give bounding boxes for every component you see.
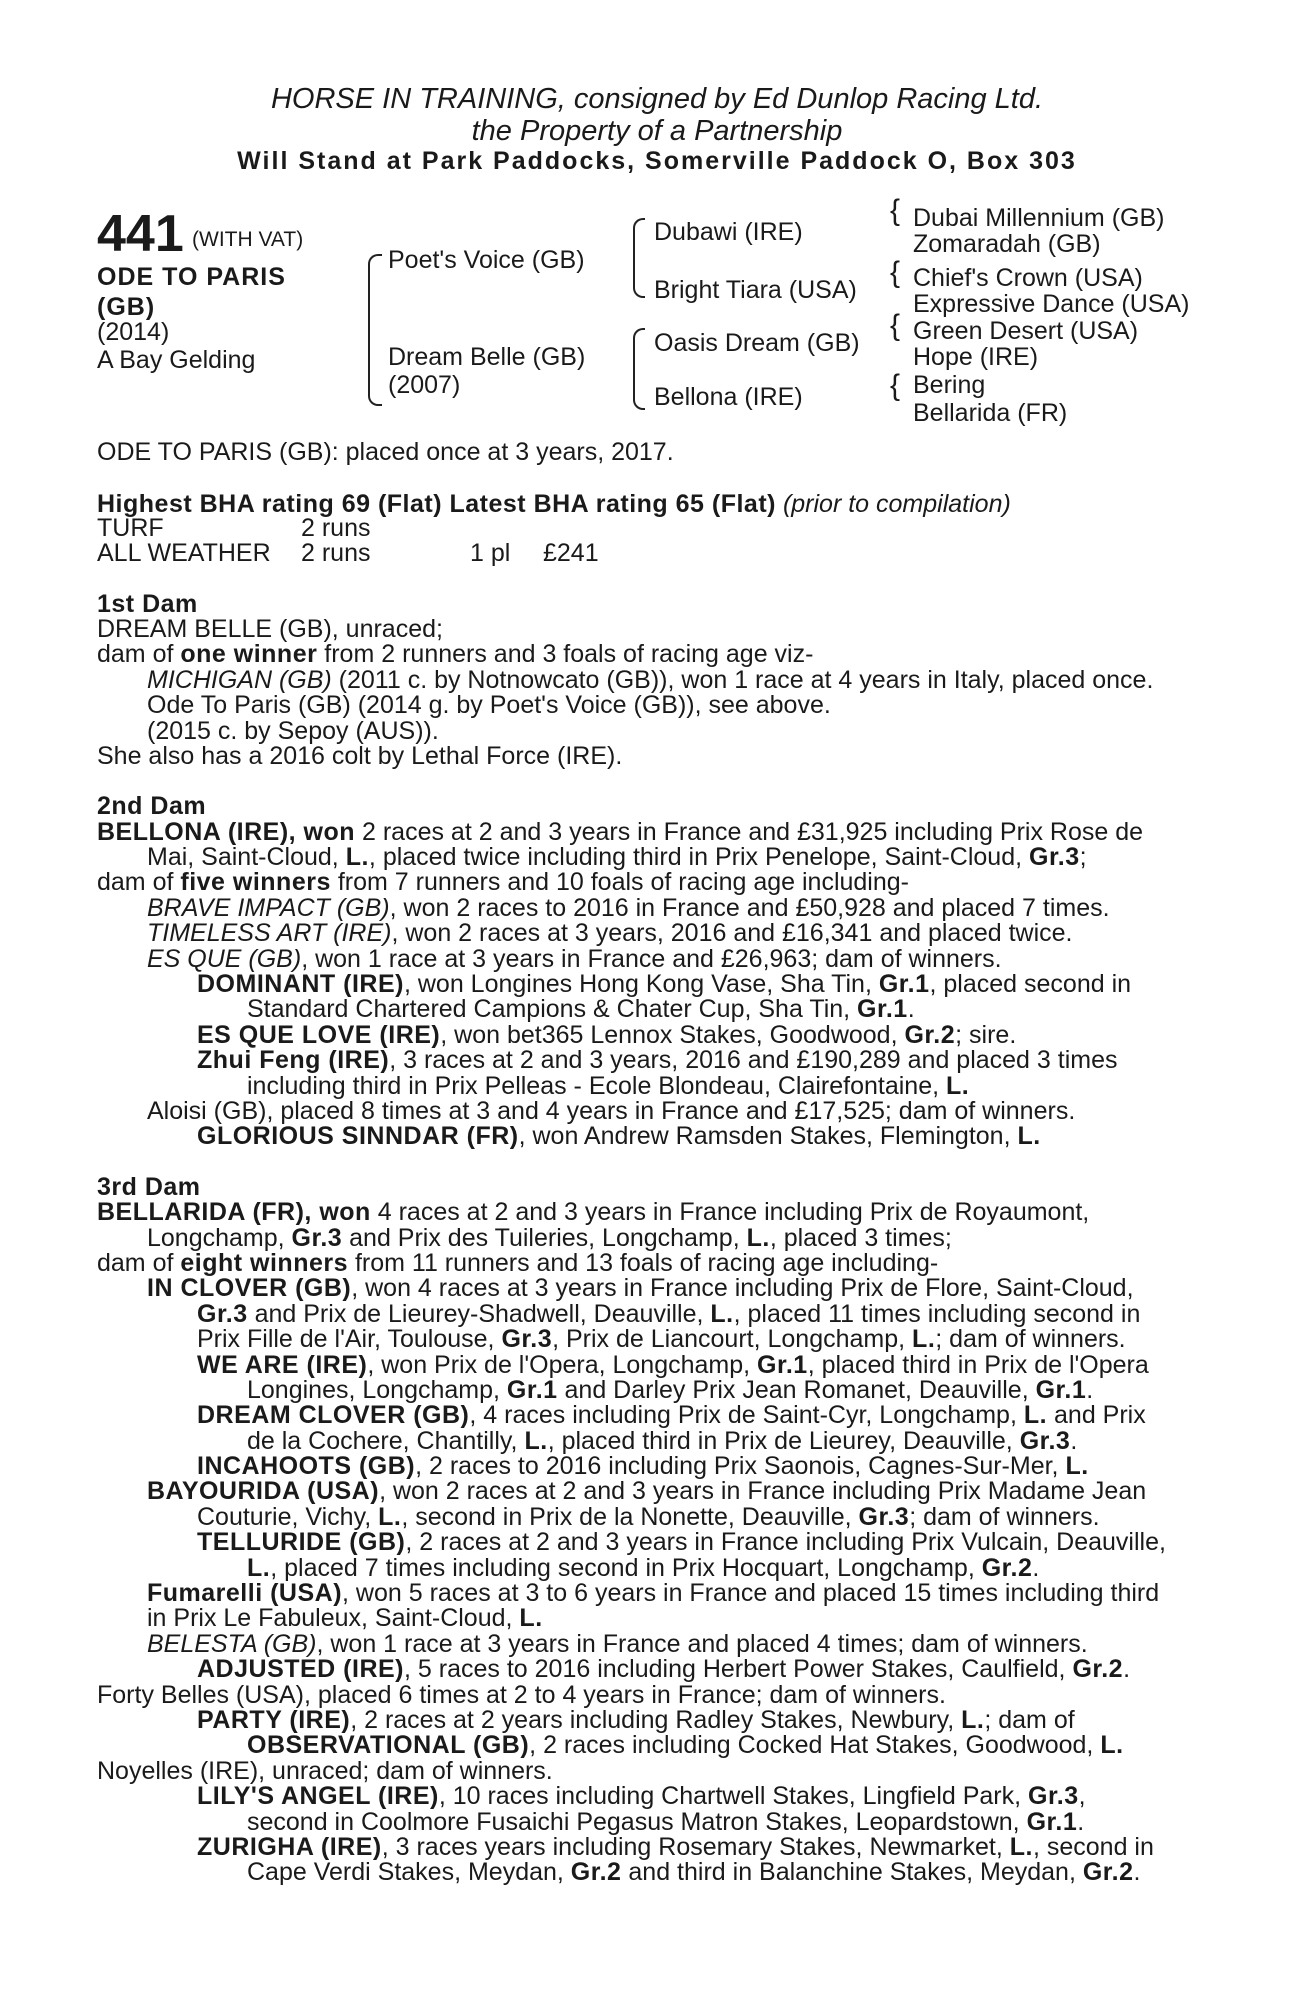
- third-dam-line: BELESTA (GB), won 1 race at 3 years in France and placed 4 times; dam of winners.: [147, 1629, 1088, 1658]
- catalogue-body: [97, 440, 1217, 1886]
- foaling-year: (2014): [97, 318, 170, 346]
- third-dam-line: Forty Belles (USA), placed 6 times at 2 to 4 years in France; dam of winners.: [97, 1680, 946, 1709]
- second-dam-line: BRAVE IMPACT (GB), won 2 races to 2016 in France and £50,928 and placed 7 times.: [147, 893, 1110, 922]
- third-dam-heading: 3rd Dam: [97, 1172, 201, 1201]
- third-dam-line: BELLARIDA (FR), won 4 races at 2 and 3 years in France including Prix de Royaumont,: [97, 1198, 1090, 1227]
- horse-name: [97, 262, 286, 322]
- third-dam-line: in Prix Le Fabuleux, Saint-Cloud, L.: [147, 1604, 543, 1633]
- third-dam-line: ZURIGHA (IRE), 3 races years including Rosemary Stakes, Newmarket, L., second in: [197, 1832, 1154, 1861]
- second-dam-line: BELLONA (IRE), won 2 races at 2 and 3 years in France and £31,925 including Prix Rose de: [97, 817, 1144, 846]
- third-dam-line: dam of eight winners from 11 runners and 13 foals of racing age including-: [97, 1248, 939, 1277]
- second-dam-line: including third in Prix Pelleas - Ecole Blondeau, Clairefontaine, L.: [247, 1071, 970, 1100]
- third-dam-line: Prix Fille de l'Air, Toulouse, Gr.3, Prix de Liancourt, Longchamp, L.; dam of winners.: [197, 1325, 1126, 1354]
- brace-3c: {: [890, 309, 901, 342]
- third-dam-line: Cape Verdi Stakes, Meydan, Gr.2 and third in Balanchine Stakes, Meydan, Gr.2.: [247, 1858, 1141, 1887]
- sire-dam-dam: Expressive Dance (USA): [913, 290, 1190, 318]
- dam-dam-dam: Bellarida (FR): [913, 399, 1068, 427]
- third-dam-line: Fumarelli (USA), won 5 races at 3 to 6 years in France and placed 15 times including third: [147, 1579, 1160, 1608]
- sire-dam: Bright Tiara (USA): [654, 276, 857, 304]
- consignor-line: HORSE IN TRAINING, consigned by Ed Dunlop Racing Ltd.: [270, 83, 1044, 115]
- sire-sire-dam: Zomaradah (GB): [913, 230, 1101, 258]
- third-dam-line: Noyelles (IRE), unraced; dam of winners.: [97, 1756, 553, 1785]
- third-dam-line: DREAM CLOVER (GB), 4 races including Prix de Saint-Cyr, Longchamp, L. and Prix: [197, 1401, 1146, 1430]
- turf-label: TURF: [97, 513, 164, 542]
- aw-placed: 1 pl: [470, 539, 511, 568]
- third-dam-line: Gr.3 and Prix de Lieurey-Shadwell, Deauville, L., placed 11 times including second in: [197, 1299, 1141, 1328]
- first-dam-heading: 1st Dam: [97, 589, 198, 618]
- dam: Dream Belle (GB): [388, 343, 586, 371]
- sire-sire: Dubawi (IRE): [654, 218, 803, 246]
- second-dam-line: Aloisi (GB), placed 8 times at 3 and 4 years in France and £17,525; dam of winners.: [147, 1096, 1076, 1125]
- first-dam-line: dam of one winner from 2 runners and 3 foals of racing age viz-: [97, 640, 814, 669]
- third-dam-line: WE ARE (IRE), won Prix de l'Opera, Longchamp, Gr.1, placed third in Prix de l'Opera: [197, 1350, 1149, 1379]
- aw-runs: 2 runs: [301, 539, 371, 568]
- horse-description: A Bay Gelding: [97, 346, 256, 374]
- dam-sire: Oasis Dream (GB): [654, 329, 860, 357]
- horse-name-line1: ODE TO PARIS: [97, 263, 286, 291]
- third-dam-line: PARTY (IRE), 2 races at 2 years including Radley Stakes, Newbury, L.; dam of: [197, 1705, 1075, 1734]
- brace-3a: {: [890, 194, 901, 227]
- sire-dam-sire: Chief's Crown (USA): [913, 264, 1143, 292]
- brace-3d: {: [890, 369, 901, 402]
- sire-sire-sire: Dubai Millennium (GB): [913, 204, 1165, 232]
- second-dam-line: GLORIOUS SINNDAR (FR), won Andrew Ramsden Stakes, Flemington, L.: [197, 1122, 1041, 1151]
- ratings-line: [97, 492, 1217, 517]
- second-dam-line: TIMELESS ART (IRE), won 2 races at 3 years, 2016 and £16,341 and placed twice.: [147, 919, 1073, 948]
- aw-label: ALL WEATHER: [97, 539, 271, 568]
- sire: Poet's Voice (GB): [388, 246, 585, 274]
- first-dam-line: DREAM BELLE (GB), unraced;: [97, 614, 443, 643]
- turf-record: [97, 513, 1217, 542]
- second-dam-line: ES QUE LOVE (IRE), won bet365 Lennox Stakes, Goodwood, Gr.2; sire.: [197, 1020, 1017, 1049]
- pedigree-brace-2a: [633, 218, 645, 298]
- property-line: the Property of a Partnership: [471, 115, 843, 147]
- second-dam-heading: 2nd Dam: [97, 792, 207, 821]
- second-dam-line: dam of five winners from 7 runners and 10 foals of racing age including-: [97, 868, 909, 897]
- ratings-text: Highest BHA rating 69 (Flat) Latest BHA rating 65 (Flat): [97, 490, 776, 519]
- dam-dam-sire: Bering: [913, 371, 986, 399]
- aw-prize: £241: [543, 539, 599, 568]
- dam-dam: Bellona (IRE): [654, 383, 803, 411]
- pedigree-brace-1: [368, 254, 382, 406]
- race-summary: ODE TO PARIS (GB): placed once at 3 years, 2017.: [97, 438, 674, 466]
- third-dam-line: OBSERVATIONAL (GB), 2 races including Cocked Hat Stakes, Goodwood, L.: [247, 1731, 1124, 1760]
- third-dam-line: Longchamp, Gr.3 and Prix des Tuileries, Longchamp, L., placed 3 times;: [147, 1223, 952, 1252]
- horse-name-line2: (GB): [97, 293, 156, 321]
- third-dam-line: L., placed 7 times including second in Prix Hocquart, Longchamp, Gr.2.: [247, 1553, 1040, 1582]
- first-dam-line: She also has a 2016 colt by Lethal Force (IRE).: [97, 741, 623, 770]
- dam-sire-dam: Hope (IRE): [913, 343, 1039, 371]
- all-weather-record: [97, 541, 1217, 566]
- first-dam-line: (2015 c. by Sepoy (AUS)).: [147, 716, 439, 745]
- vat-note: (WITH VAT): [192, 228, 304, 251]
- third-dam-line: LILY'S ANGEL (IRE), 10 races including Chartwell Stakes, Lingfield Park, Gr.3,: [197, 1782, 1086, 1811]
- second-dam-line: ES QUE (GB), won 1 race at 3 years in France and £26,963; dam of winners.: [147, 944, 1002, 973]
- turf-runs: 2 runs: [301, 513, 371, 542]
- third-dam-line: BAYOURIDA (USA), won 2 races at 2 and 3 years in France including Prix Madame Jean: [147, 1477, 1147, 1506]
- third-dam-line: de la Cochere, Chantilly, L., placed third in Prix de Lieurey, Deauville, Gr.3.: [247, 1426, 1078, 1455]
- first-dam-line: Ode To Paris (GB) (2014 g. by Poet's Voice (GB)), see above.: [147, 691, 831, 720]
- third-dam-line: Couturie, Vichy, L., second in Prix de la Nonette, Deauville, Gr.3; dam of winners.: [197, 1502, 1100, 1531]
- ratings-note: (prior to compilation): [782, 490, 1011, 519]
- third-dam-line: Longines, Longchamp, Gr.1 and Darley Prix Jean Romanet, Deauville, Gr.1.: [247, 1375, 1094, 1404]
- second-dam-line: DOMINANT (IRE), won Longines Hong Kong Vase, Sha Tin, Gr.1, placed second in: [197, 970, 1132, 999]
- dam-year: (2007): [388, 371, 461, 399]
- third-dam-line: TELLURIDE (GB), 2 races at 2 and 3 years in France including Prix Vulcain, Deauville,: [197, 1528, 1166, 1557]
- first-dam-line: MICHIGAN (GB) (2011 c. by Notnowcato (GB)), won 1 race at 4 years in Italy, placed once.: [147, 665, 1154, 694]
- second-dam-line: Zhui Feng (IRE), 3 races at 2 and 3 years, 2016 and £190,289 and placed 3 times: [197, 1046, 1118, 1075]
- stand-location-line: Will Stand at Park Paddocks, Somerville Paddock O, Box 303: [237, 147, 1077, 175]
- pedigree-brace-2b: [633, 328, 645, 410]
- second-dam-line: Mai, Saint-Cloud, L., placed twice including third in Prix Penelope, Saint-Cloud, Gr.3;: [147, 843, 1087, 872]
- second-dam-line: Standard Chartered Campions & Chater Cup, Sha Tin, Gr.1.: [247, 995, 915, 1024]
- lot-number: 441: [97, 205, 184, 263]
- brace-3b: {: [890, 256, 901, 289]
- third-dam-line: second in Coolmore Fusaichi Pegasus Matron Stakes, Leopardstown, Gr.1.: [247, 1807, 1085, 1836]
- third-dam-line: ADJUSTED (IRE), 5 races to 2016 including Herbert Power Stakes, Caulfield, Gr.2.: [197, 1655, 1131, 1684]
- third-dam-line: IN CLOVER (GB), won 4 races at 3 years in France including Prix de Flore, Saint-Cloud,: [147, 1274, 1134, 1303]
- third-dam-line: INCAHOOTS (GB), 2 races to 2016 including Prix Saonois, Cagnes-Sur-Mer, L.: [197, 1452, 1089, 1481]
- dam-sire-sire: Green Desert (USA): [913, 317, 1139, 345]
